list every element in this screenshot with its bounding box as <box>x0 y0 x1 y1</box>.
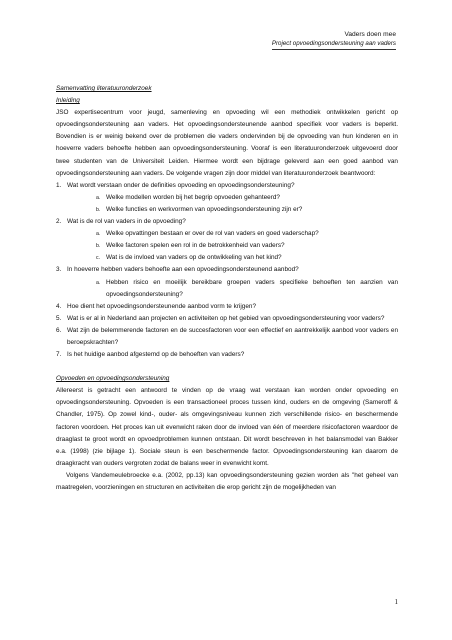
question-item <box>56 180 398 192</box>
question-number: 5. <box>56 314 62 322</box>
question-item <box>56 264 398 276</box>
sub-question-text: Hebben risico en moeilijk bereikbare groepen vaders specifieke behoeften ten aanzien van opvoedingsondersteuning? <box>106 278 398 298</box>
section-heading-upbringing: Opvoeden en opvoedingsondersteuning <box>56 375 170 383</box>
question-text: Wat is de rol van vaders in de opvoeding? <box>67 218 186 226</box>
question-item <box>56 349 398 361</box>
document-body <box>56 83 398 494</box>
question-number: 4. <box>56 302 62 310</box>
question-text: Is het huidige aanbod afgestemd op de behoeften van vaders? <box>67 351 245 359</box>
sub-question-item <box>56 240 398 252</box>
body-paragraph: Volgens Vandemeulebroecke e.a. (2002, pp.13) kan opvoedingsondersteuning gezien worden als "het geheel van maatregelen, voorzieningen en structuren en activiteiten die erop gericht zijn de mogelijkheden van <box>56 471 398 491</box>
question-item <box>56 301 398 313</box>
sub-question-letter: a. <box>96 194 101 201</box>
sub-question-item <box>56 252 398 264</box>
sub-question-item <box>56 192 398 204</box>
question-number: 6. <box>56 326 62 334</box>
sub-question-letter: b. <box>96 206 101 213</box>
question-list <box>56 180 398 361</box>
question-item <box>56 216 398 228</box>
intro-paragraph: JSO expertisecentrum voor jeugd, samenleving en opvoeding wil een methodiek ontwikkelen gericht op opvoedingsondersteuning aan vaders. Het opvoedingsondersteunende aanbod specifiek voor vaders is beperkt. Bovendien is er weinig bekend over de problemen die vaders ondervinden bij de opvoeding van hun kinderen en in hoeverre vaders behoefte hebben aan opvoedingsondersteuning. Vooraf is een literatuuronderzoek uitgevoerd door twee studenten van de Universiteit Leiden. Hiermee wordt een bijdrage geleverd aan een goed aanbod van opvoedingsondersteuning aan vaders. De volgende vragen zijn door middel van literatuuronderzoek beantwoord: <box>56 109 398 177</box>
question-item <box>56 313 398 325</box>
sub-question-text: Welke factoren spelen een rol in de betrokkenheid van vaders? <box>106 242 285 250</box>
sub-question-letter: a. <box>96 279 101 286</box>
sub-question-text: Welke opvattingen bestaan er over de rol van vaders en goed vaderschap? <box>106 230 319 238</box>
body-paragraph: Allereerst is getracht een antwoord te vinden op de vraag wat verstaan kan worden onder opvoeding en opvoedingsondersteuning. Opvoeden is een transactioneel proces tussen kind, ouders en de omgeving (Sameroff & Chandler, 1975). Op zowel kind-, ouder- als omgevingsniveau kunnen zich verschillende risico- en beschermende factoren voordoen. Het proces kan uit evenwicht raken door de invloed van één of meerdere risicofactoren waardoor de draaglast te groot wordt en opvoedproblemen kunnen ontstaan. Dit wordt beschreven in het balansmodel van Bakker e.a. (1998) (zie bijlage 1). Sociale steun is een beschermende factor. Opvoedingsondersteuning kan daarom de draagkracht van ouders vergroten zodat de balans weer in evenwicht komt. <box>56 387 398 467</box>
spacer <box>56 361 398 373</box>
sub-question-text: Wat is de invloed van vaders op de ontwikkeling van het kind? <box>106 254 282 262</box>
question-number: 7. <box>56 351 62 359</box>
question-text: In hoeverre hebben vaders behoefte aan een opvoedingsondersteunend aanbod? <box>67 266 299 274</box>
page-header <box>272 30 396 50</box>
question-number: 3. <box>56 266 62 274</box>
question-text: Hoe dient het opvoedingsondersteunende aanbod vorm te krijgen? <box>67 302 257 310</box>
question-text: Wat is er al in Nederland aan projecten en activiteiten op het gebied van opvoedingsondersteuning voor vaders? <box>67 314 385 322</box>
question-text: Wat zijn de belemmerende factoren en de succesfactoren voor een effectief en aantrekkelijk aanbod voor vaders en beroepskrachten? <box>67 326 398 346</box>
section-subheading-intro: Inleiding <box>56 97 80 105</box>
sub-question-item <box>56 204 398 216</box>
sub-question-item <box>56 228 398 240</box>
question-number: 2. <box>56 218 62 226</box>
sub-question-letter: a. <box>96 231 101 238</box>
sub-question-letter: b. <box>96 243 101 250</box>
header-title: Vaders doen mee <box>344 31 396 38</box>
sub-question-letter: c. <box>96 255 101 262</box>
question-text: Wat wordt verstaan onder de definities opvoeding en opvoedingsondersteuning? <box>67 181 295 189</box>
sub-question-text: Welke modellen worden bij het begrip opvoeden gehanteerd? <box>106 193 280 201</box>
section-heading-summary: Samenvatting literatuuronderzoek <box>56 85 152 92</box>
question-item <box>56 325 398 349</box>
question-number: 1. <box>56 181 62 189</box>
page-number: 1 <box>394 598 398 606</box>
sub-question-text: Welke functies en werkvormen van opvoedingsondersteuning zijn er? <box>106 205 303 213</box>
sub-question-item <box>56 277 398 301</box>
header-subtitle: Project opvoedingsondersteuning aan vaders <box>272 39 396 50</box>
